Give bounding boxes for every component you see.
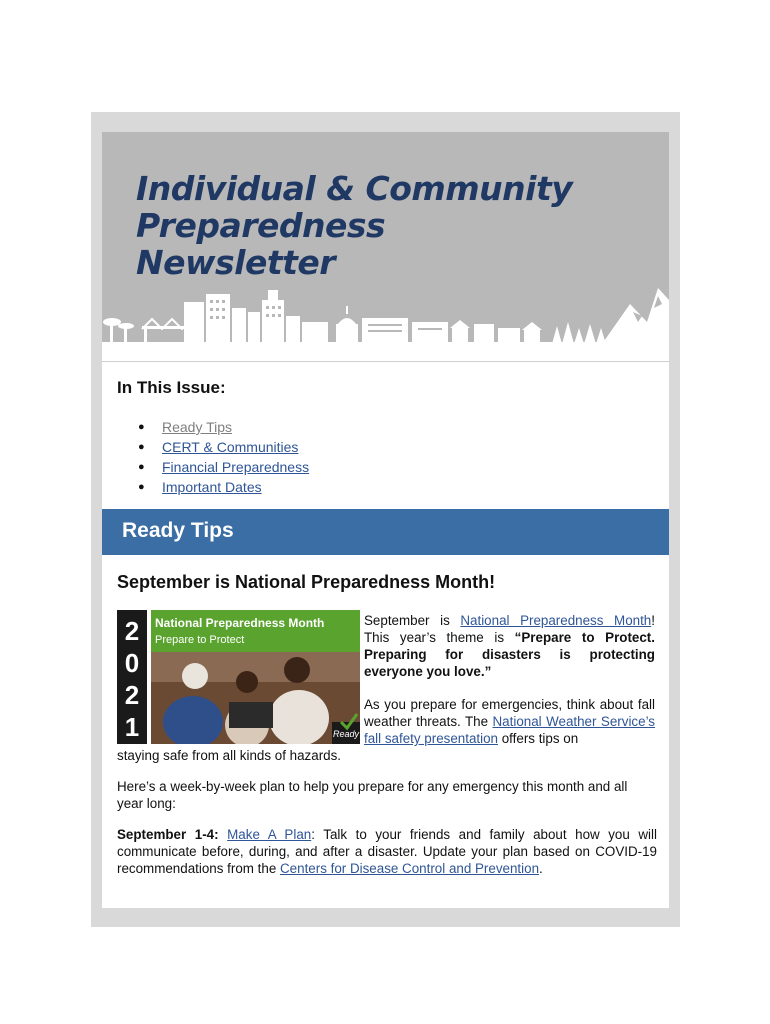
- newsletter-frame: [91, 112, 680, 927]
- bullet-icon: ●: [138, 441, 145, 453]
- text-run: ! This year’s theme is: [364, 613, 655, 645]
- year-digit: 2: [124, 616, 140, 646]
- bullet-icon: ●: [138, 461, 145, 473]
- toc-link-cert-communities[interactable]: CERT & Communities: [162, 439, 299, 455]
- bullet-icon: ●: [138, 421, 145, 433]
- year-digit: 0: [124, 648, 140, 678]
- preparedness-month-image: [117, 610, 360, 744]
- text-run: offers tips on: [498, 731, 579, 746]
- text-run: : Talk to your friends and family about how you will communicate before, during, and after a disaster. Update your plan based on COVID-19 recommendations from the: [117, 827, 657, 876]
- image-subheading: Prepare to Protect: [155, 634, 245, 646]
- bullet-icon: ●: [138, 481, 145, 493]
- link-make-a-plan[interactable]: Make A Plan: [227, 827, 312, 842]
- header-banner: [102, 132, 669, 361]
- theme-quote: “Prepare to Protect. Preparing for disasters is protecting everyone you love.”: [364, 630, 655, 679]
- link-national-preparedness-month[interactable]: National Preparedness Month: [460, 613, 652, 628]
- year-digit: 2: [124, 680, 140, 710]
- image-heading: National Preparedness Month: [155, 616, 325, 630]
- banner-divider: [102, 361, 669, 362]
- theme-paragraph: [364, 612, 655, 680]
- week-1-paragraph: [117, 826, 657, 877]
- date-label: September 1-4:: [117, 827, 219, 842]
- link-fall-safety-presentation[interactable]: National Weather Service’s fall safety presentation: [364, 714, 656, 746]
- title-line-3: Newsletter: [136, 243, 336, 282]
- text-run: September is: [364, 613, 461, 628]
- link-cdc[interactable]: Centers for Disease Control and Prevention: [280, 861, 540, 876]
- article-title: September is National Preparedness Month!: [117, 572, 496, 592]
- weekly-plan-intro: Here’s a week-by-week plan to help you prepare for any emergency this month and all year long:: [117, 779, 628, 811]
- year-digit: 1: [124, 712, 140, 742]
- text-run: As you prepare for emergencies, think about fall weather threats. The: [364, 697, 655, 729]
- title-line-1: Individual & Community: [136, 169, 573, 208]
- city-skyline-illustration: [102, 282, 669, 361]
- section-title: Ready Tips: [122, 519, 234, 542]
- newsletter-card: [102, 132, 669, 908]
- section-header-bar: [102, 509, 669, 555]
- toc-link-financial-preparedness[interactable]: Financial Preparedness: [162, 459, 310, 475]
- ready-badge: Ready: [332, 729, 360, 739]
- title-line-2: Preparedness: [136, 206, 386, 245]
- newsletter-title: [136, 170, 636, 281]
- toc-link-important-dates[interactable]: Important Dates: [162, 479, 262, 495]
- fall-weather-paragraph: [364, 696, 655, 747]
- fall-weather-paragraph-continued: staying safe from all kinds of hazards.: [117, 748, 342, 763]
- in-this-issue-heading: In This Issue:: [117, 378, 226, 397]
- toc-link-ready-tips[interactable]: Ready Tips: [162, 419, 233, 435]
- text-run: .: [539, 861, 543, 876]
